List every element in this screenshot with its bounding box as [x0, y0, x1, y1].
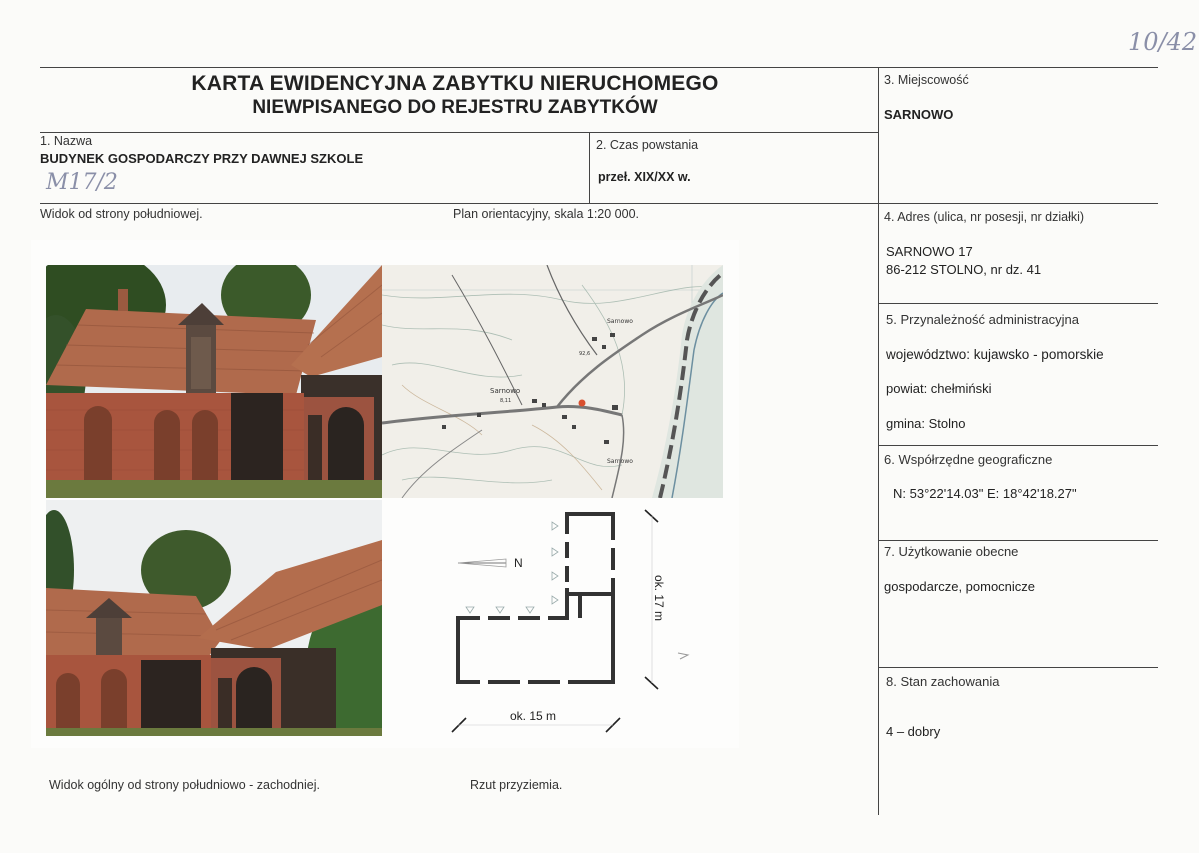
left-column-divider — [589, 132, 590, 203]
map-label-elev2: 8,11 — [500, 398, 512, 404]
address-line2: 86-212 STOLNO, nr dz. 41 — [886, 262, 1042, 277]
sw-view-caption: Widok ogólny od strony południowo - zachodniej. — [49, 778, 320, 792]
coords-label: 6. Współrzędne geograficzne — [884, 452, 1053, 467]
width-label: ok. 15 m — [510, 709, 557, 723]
sep-7-8 — [878, 667, 1158, 668]
date-value: przeł. XIX/XX w. — [598, 170, 691, 184]
map-label-north: Sarnowo — [607, 318, 633, 325]
admin-voivodeship: województwo: kujawsko - pomorskie — [886, 347, 1104, 362]
top-border — [40, 67, 1158, 68]
orientation-map — [382, 265, 723, 498]
photo-south-view — [46, 265, 382, 498]
map-label-elev1: 92,6 — [579, 351, 591, 357]
length-label: ok. 17 m — [652, 575, 666, 622]
condition-value: 4 – dobry — [886, 724, 941, 739]
sep-5-6 — [878, 445, 1158, 446]
address-label: 4. Adres (ulica, nr posesji, nr działki) — [884, 210, 1085, 224]
name-label: 1. Nazwa — [40, 134, 93, 148]
map-label-south: Sarnowo — [607, 458, 633, 465]
right-column-divider — [878, 67, 879, 815]
date-label: 2. Czas powstania — [596, 138, 699, 152]
title-divider — [40, 132, 878, 133]
card-subtitle: NIEWPISANEGO DO REJESTRU ZABYTKÓW — [252, 97, 658, 118]
south-view-caption: Widok od strony południowej. — [40, 207, 203, 221]
usage-label: 7. Użytkowanie obecne — [884, 544, 1019, 559]
map-caption: Plan orientacyjny, skala 1:20 000. — [453, 207, 639, 221]
admin-commune: gmina: Stolno — [886, 416, 966, 431]
north-label: N — [514, 556, 523, 570]
sep-4-5 — [878, 303, 1158, 304]
coords-value: N: 53°22'14.03" E: 18°42'18.27" — [893, 486, 1077, 501]
locality-label: 3. Miejscowość — [884, 73, 969, 87]
name-value: BUDYNEK GOSPODARCZY PRZY DAWNEJ SZKOLE — [40, 151, 364, 166]
card-title: KARTA EWIDENCYJNA ZABYTKU NIERUCHOMEGO — [191, 72, 719, 95]
name-divider — [40, 203, 1158, 204]
floor-plan-caption: Rzut przyziemia. — [470, 778, 563, 792]
condition-label: 8. Stan zachowania — [886, 674, 1000, 689]
photo-southwest-view — [46, 500, 382, 736]
sep-6-7 — [878, 540, 1158, 541]
locality-value: SARNOWO — [884, 107, 954, 122]
corner-handwritten-number: 10/42 — [1128, 28, 1198, 56]
map-label-center: Sarnowo — [490, 387, 521, 395]
admin-label: 5. Przynależność administracyjna — [886, 312, 1079, 327]
admin-county: powiat: chełmiński — [886, 381, 992, 396]
address-line1: SARNOWO 17 — [886, 244, 973, 259]
usage-value: gospodarcze, pomocnicze — [884, 579, 1036, 594]
floor-plan — [440, 500, 700, 745]
handwritten-id: M17/2 — [46, 170, 118, 195]
